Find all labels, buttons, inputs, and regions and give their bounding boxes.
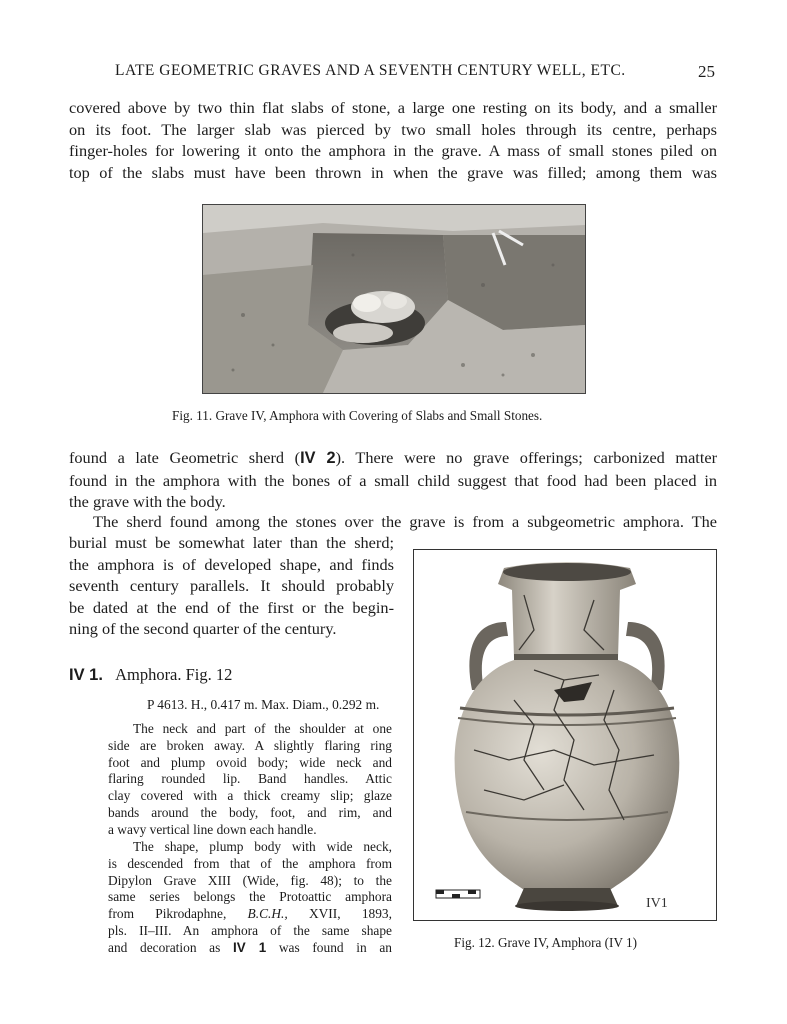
text-line: The shape, plump body with wide neck,: [133, 839, 392, 854]
text-line: same series belongs the Protoattic amphora: [108, 889, 392, 905]
text-segment: found a late Geometric sherd (: [69, 448, 301, 467]
amphora-image: [414, 550, 716, 920]
text-line: finger-holes for lowering it onto the amphora in the grave. A mass of small stones piled on: [69, 141, 717, 160]
text-line: top of the slabs must have been thrown in when the grave was filled; among them was: [69, 162, 717, 182]
inventory-line: P 4613. H., 0.417 m. Max. Diam., 0.292 m.: [147, 697, 380, 712]
text-line: a wavy vertical line down each handle.: [108, 821, 317, 837]
text-line: burial must be somewhat later than the sherd;: [69, 533, 394, 552]
text-line: covered above by two thin flat slabs of stone, a large one resting on its body, and a smaller: [69, 98, 717, 117]
text-segment: was found in an: [278, 939, 392, 955]
catalogue-title: Amphora. Fig. 12: [115, 665, 233, 684]
text-line: side are broken away. A slightly flaring ring: [108, 737, 392, 753]
text-line: The neck and part of the shoulder at one: [133, 721, 392, 736]
text-line: flaring rounded lip. Band handles. Attic: [108, 771, 392, 787]
description-paragraph: [108, 721, 392, 839]
text-line: the amphora is of developed shape, and finds: [69, 554, 394, 574]
text-line: bands around the body, foot, and rim, and: [108, 804, 392, 820]
grave-excavation-image: [203, 205, 585, 393]
running-head: [115, 62, 715, 82]
text-line: ning of the second quarter of the century.: [69, 619, 337, 638]
text-line: be dated at the end of the first or the begin-: [69, 597, 394, 617]
text-line: The sherd found among the stones over the grave is from a subgeometric amphora. The: [93, 512, 717, 531]
scale-bar: [436, 890, 480, 898]
figure-12-photo: [413, 549, 717, 921]
sherd-paragraph: [69, 447, 717, 513]
text-line: Dipylon Grave XIII (Wide, fig. 48); to the: [108, 872, 392, 888]
text-segment: 1893,: [361, 906, 392, 922]
text-line: pls. II–III. An amphora of the same shape: [108, 922, 392, 938]
text-line: seventh century parallels. It should probably: [69, 576, 394, 595]
catalogue-reference: IV 1: [233, 939, 267, 955]
text-segment: ). There were no grave offerings; carbonized matter: [335, 448, 717, 467]
figure-12-caption: Fig. 12. Grave IV, Amphora (IV 1): [454, 935, 638, 950]
text-segment: and decoration as: [108, 939, 221, 955]
catalogue-heading: [69, 665, 232, 685]
text-segment: XVII,: [308, 906, 341, 922]
page-number: 25: [698, 62, 715, 81]
dating-paragraph-first-line: [93, 511, 717, 533]
text-line: found in the amphora with the bones of a small child suggest that food had been placed in: [69, 470, 717, 490]
text-line: on its foot. The larger slab was pierced by two small holes through its centre, perhaps: [69, 119, 717, 139]
intro-paragraph: [69, 97, 717, 183]
text-line: clay covered with a thick creamy slip; glaze: [108, 788, 392, 804]
text-line: [108, 906, 392, 923]
text-segment: Pikrodaphne,: [155, 906, 227, 922]
text-line: is descended from that of the amphora from: [108, 855, 392, 871]
text-line: [69, 447, 717, 470]
dating-paragraph: [69, 532, 394, 640]
catalogue-number: IV 1.: [69, 666, 103, 684]
figure-11-caption: Fig. 11. Grave IV, Amphora with Covering of Slabs and Small Stones.: [172, 408, 543, 423]
text-line: the grave with the body.: [69, 492, 226, 511]
text-line: [108, 940, 392, 957]
text-line: foot and plump ovoid body; wide neck and: [108, 754, 392, 770]
journal-abbreviation: B.C.H.,: [247, 906, 288, 922]
figure-11-photo: [202, 204, 586, 394]
catalogue-reference: IV 2: [300, 449, 336, 467]
running-title: LATE GEOMETRIC GRAVES AND A SEVENTH CENTURY WELL, ETC.: [115, 62, 626, 79]
text-segment: from: [108, 906, 135, 922]
comment-paragraph: [108, 839, 392, 957]
photo-label: IV1: [646, 896, 668, 911]
